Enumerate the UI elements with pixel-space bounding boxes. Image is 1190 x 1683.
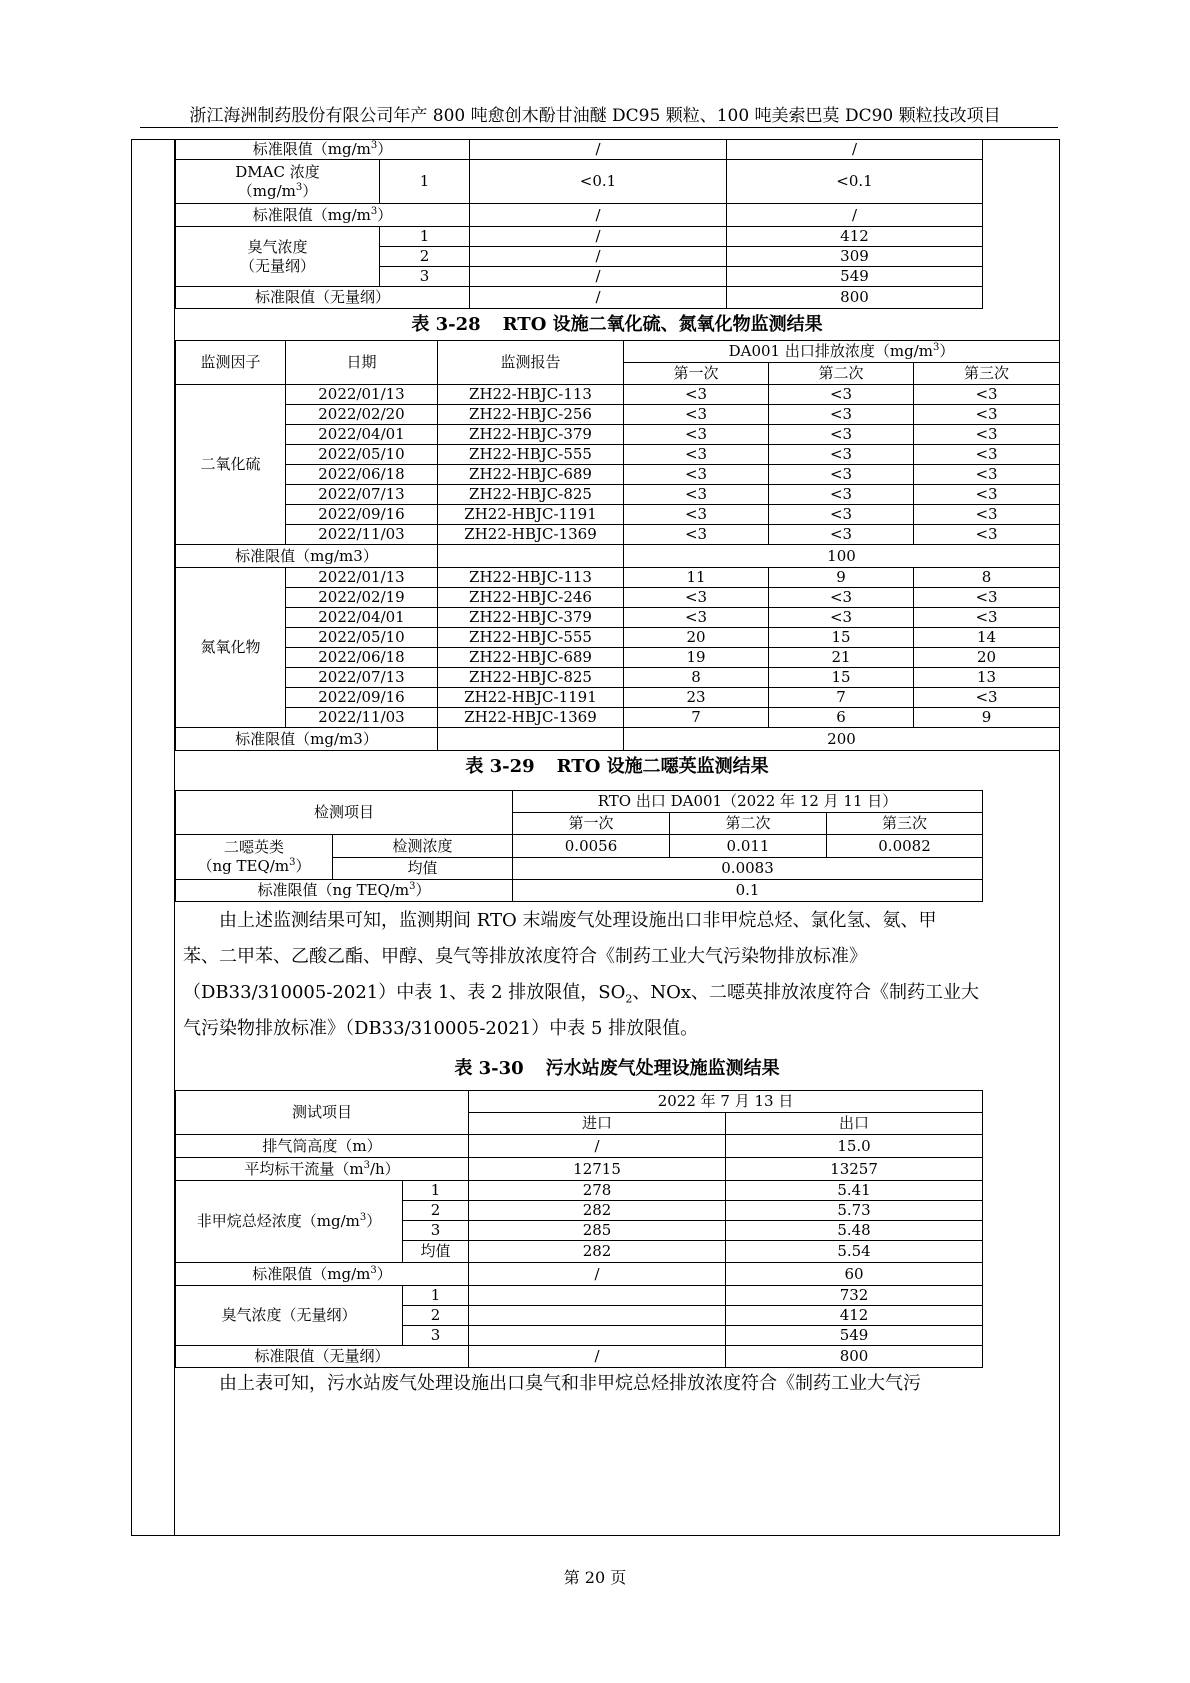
so2-first: <3 — [624, 505, 769, 525]
avg-label: 均值 — [333, 858, 513, 880]
so2-second: <3 — [769, 405, 914, 425]
odor-index: 1 — [403, 1286, 469, 1306]
so2-third: <3 — [914, 425, 1060, 445]
so2-report: ZH22-HBJC-379 — [438, 425, 624, 445]
so2-report: ZH22-HBJC-825 — [438, 485, 624, 505]
std-limit-in: / — [470, 204, 727, 227]
so2-date: 2022/02/20 — [286, 405, 438, 425]
table-3-30-caption: 表 3-30 污水站废气处理设施监测结果 — [454, 1058, 780, 1079]
nox-date: 2022/05/10 — [286, 628, 438, 648]
std-limit-out: / — [727, 140, 983, 160]
nox-report: ZH22-HBJC-825 — [438, 668, 624, 688]
conclusion-paragraph-2: 由上表可知，污水站废气处理设施出口臭气和非甲烷总烃排放浓度符合《制药工业大气污 — [219, 1373, 921, 1394]
std-limit-in: / — [470, 140, 727, 160]
nox-first: <3 — [624, 608, 769, 628]
so2-label: 二氧化硫 — [176, 385, 286, 545]
so2-first: <3 — [624, 385, 769, 405]
odor-in — [469, 1286, 726, 1306]
so2-date: 2022/11/03 — [286, 525, 438, 545]
odor-in — [469, 1306, 726, 1326]
conc-third: 0.0082 — [827, 835, 983, 858]
table-row — [176, 140, 983, 160]
nox-std-value: 200 — [624, 728, 1060, 751]
std-limit-in: / — [469, 1346, 726, 1368]
nmhc-out: 5.73 — [726, 1201, 983, 1221]
table-row — [176, 880, 983, 902]
nox-third: <3 — [914, 608, 1060, 628]
table-row — [176, 287, 983, 309]
odor-index: 3 — [403, 1326, 469, 1346]
table-row — [176, 668, 1060, 688]
header-first: 第一次 — [513, 813, 670, 835]
flow-out: 13257 — [726, 1158, 983, 1181]
nox-report: ZH22-HBJC-113 — [438, 568, 624, 588]
header-item: 测试项目 — [176, 1091, 469, 1135]
so2-first: <3 — [624, 465, 769, 485]
table-row — [176, 608, 1060, 628]
nox-first: 7 — [624, 708, 769, 728]
table-3-29-caption: 表 3-29 RTO 设施二噁英监测结果 — [465, 756, 769, 777]
conc-second: 0.011 — [670, 835, 827, 858]
table-row — [176, 708, 1060, 728]
so2-first: <3 — [624, 405, 769, 425]
odor-out: 309 — [727, 247, 983, 267]
so2-date: 2022/07/13 — [286, 485, 438, 505]
so2-report: ZH22-HBJC-555 — [438, 445, 624, 465]
std-limit-in: / — [470, 287, 727, 309]
nmhc-in: 278 — [469, 1181, 726, 1201]
table-3-27-tail — [175, 139, 983, 309]
nox-third: 14 — [914, 628, 1060, 648]
nmhc-index: 均值 — [403, 1241, 469, 1263]
nox-second: <3 — [769, 588, 914, 608]
nox-date: 2022/02/19 — [286, 588, 438, 608]
nox-first: 8 — [624, 668, 769, 688]
nox-date: 2022/11/03 — [286, 708, 438, 728]
conc-label: 检测浓度 — [333, 835, 513, 858]
odor-in: / — [470, 227, 727, 247]
nox-third: <3 — [914, 688, 1060, 708]
nox-third: 13 — [914, 668, 1060, 688]
table-row — [176, 505, 1060, 525]
conclusion-paragraph-1: 由上述监测结果可知，监测期间 RTO 末端废气处理设施出口非甲烷总烃、氯化氢、氨、甲 苯、二甲苯、乙酸乙酯、甲醇、臭气等排放浓度符合《制药工业大气污染物排放标准》 （DB33/310005-2021）中表 1、表 2 排放限值，$SO_2$、NOx、二噁英排放浓度符合《制药工业大 气污染物排放标准》（DB33/310005-2021）中表 5 排放限值。 — [183, 910, 980, 1039]
table-row — [176, 688, 1060, 708]
std-limit-in: / — [469, 1263, 726, 1286]
header-in: 进口 — [469, 1113, 726, 1135]
empty-cell — [438, 728, 624, 751]
header-first: 第一次 — [624, 363, 769, 385]
table-row — [176, 525, 1060, 545]
odor-out: 412 — [726, 1306, 983, 1326]
so2-report: ZH22-HBJC-256 — [438, 405, 624, 425]
odor-in: / — [470, 267, 727, 287]
nox-third: 8 — [914, 568, 1060, 588]
header-third: 第三次 — [914, 363, 1060, 385]
table-header-row — [176, 1091, 983, 1113]
so2-third: <3 — [914, 465, 1060, 485]
page-header: 浙江海洲制药股份有限公司年产 800 吨愈创木酚甘油醚 DC95 颗粒、100 吨美索巴莫 DC90 颗粒技改项目 — [189, 106, 1001, 126]
odor-label: 臭气浓度 （无量纲） — [176, 227, 380, 287]
dmac-out: <0.1 — [727, 160, 983, 204]
header-out: 出口 — [726, 1113, 983, 1135]
so2-report: ZH22-HBJC-113 — [438, 385, 624, 405]
so2-third: <3 — [914, 445, 1060, 465]
so2-date: 2022/06/18 — [286, 465, 438, 485]
nox-date: 2022/04/01 — [286, 608, 438, 628]
std-limit-label: 标准限值（无量纲） — [176, 1346, 469, 1368]
so2-first: <3 — [624, 445, 769, 465]
table-row — [176, 445, 1060, 465]
nox-second: 15 — [769, 668, 914, 688]
table-row — [176, 835, 983, 858]
nox-third: <3 — [914, 588, 1060, 608]
so2-first: <3 — [624, 425, 769, 445]
std-limit-label: 标准限值$(mg/m^3)$ — [176, 140, 470, 160]
nmhc-out: 5.48 — [726, 1221, 983, 1241]
odor-out: 549 — [727, 267, 983, 287]
nmhc-out: 5.41 — [726, 1181, 983, 1201]
nox-second: 21 — [769, 648, 914, 668]
odor-index: 2 — [380, 247, 470, 267]
so2-first: <3 — [624, 525, 769, 545]
header-third: 第三次 — [827, 813, 983, 835]
nox-first: 20 — [624, 628, 769, 648]
std-limit-out: 800 — [727, 287, 983, 309]
nox-second: 15 — [769, 628, 914, 648]
header-item: 检测项目 — [176, 791, 513, 835]
nox-third: 20 — [914, 648, 1060, 668]
dioxin-label: 二噁英类 （ng TEQ/$m^3$） — [176, 835, 333, 880]
odor-label: 臭气浓度（无量纲） — [176, 1286, 403, 1346]
nox-report: ZH22-HBJC-246 — [438, 588, 624, 608]
so2-date: 2022/05/10 — [286, 445, 438, 465]
nox-date: 2022/06/18 — [286, 648, 438, 668]
page-number: 第 20 页 — [563, 1568, 627, 1587]
nox-first: 23 — [624, 688, 769, 708]
so2-date: 2022/04/01 — [286, 425, 438, 445]
table-row — [176, 1286, 983, 1306]
empty-cell — [438, 545, 624, 568]
header-second: 第二次 — [670, 813, 827, 835]
so2-std-label: 标准限值（mg/m3） — [176, 545, 438, 568]
header-rto: RTO 出口 DA001（2022 年 12 月 11 日） — [513, 791, 983, 813]
nmhc-out: 5.54 — [726, 1241, 983, 1263]
so2-report: ZH22-HBJC-1369 — [438, 525, 624, 545]
table-row — [176, 628, 1060, 648]
so2-second: <3 — [769, 525, 914, 545]
so2-second: <3 — [769, 505, 914, 525]
nox-third: 9 — [914, 708, 1060, 728]
table-row — [176, 425, 1060, 445]
nox-second: 9 — [769, 568, 914, 588]
dmac-in: <0.1 — [470, 160, 727, 204]
nox-second: 7 — [769, 688, 914, 708]
so2-second: <3 — [769, 485, 914, 505]
nox-label: 氮氧化物 — [176, 568, 286, 728]
table-row — [176, 648, 1060, 668]
odor-index: 1 — [380, 227, 470, 247]
std-limit-label: 标准限值$(mg/m^3)$ — [176, 1263, 469, 1286]
std-limit-label: 标准限值（ng TEQ/$m^3$） — [176, 880, 513, 902]
so2-third: <3 — [914, 525, 1060, 545]
flow-in: 12715 — [469, 1158, 726, 1181]
header-report: 监测报告 — [438, 341, 624, 385]
std-limit-out: 800 — [726, 1346, 983, 1368]
so2-std-value: 100 — [624, 545, 1060, 568]
avg-value: 0.0083 — [513, 858, 983, 880]
table-row — [176, 545, 1060, 568]
table-row — [176, 204, 983, 227]
std-limit-label: 标准限值$(mg/m^3)$ — [176, 204, 470, 227]
table-row — [176, 160, 983, 204]
std-limit-out: / — [727, 204, 983, 227]
table-3-28-caption: 表 3-28 RTO 设施二氧化硫、氮氧化物监测结果 — [411, 314, 823, 335]
nox-first: <3 — [624, 588, 769, 608]
header-factor: 监测因子 — [176, 341, 286, 385]
table-header-row — [176, 341, 1060, 363]
odor-in: / — [470, 247, 727, 267]
so2-third: <3 — [914, 405, 1060, 425]
so2-second: <3 — [769, 385, 914, 405]
nox-report: ZH22-HBJC-1191 — [438, 688, 624, 708]
table-row — [176, 568, 1060, 588]
nox-date: 2022/07/13 — [286, 668, 438, 688]
nmhc-index: 2 — [403, 1201, 469, 1221]
table-row — [176, 588, 1060, 608]
nox-first: 19 — [624, 648, 769, 668]
header-date: 2022 年 7 月 13 日 — [469, 1091, 983, 1113]
table-row — [176, 1181, 983, 1201]
std-limit-value: 0.1 — [513, 880, 983, 902]
dmac-index: 1 — [380, 160, 470, 204]
nox-second: 6 — [769, 708, 914, 728]
odor-in — [469, 1326, 726, 1346]
so2-date: 2022/09/16 — [286, 505, 438, 525]
so2-report: ZH22-HBJC-689 — [438, 465, 624, 485]
nmhc-in: 282 — [469, 1201, 726, 1221]
nmhc-index: 1 — [403, 1181, 469, 1201]
nmhc-label: 非甲烷总烃浓度$(mg/m^3)$ — [176, 1181, 403, 1263]
so2-third: <3 — [914, 505, 1060, 525]
header-da001: DA001 出口排放浓度$(mg/m^3)$ — [624, 341, 1060, 363]
header-date: 日期 — [286, 341, 438, 385]
table-row — [176, 405, 1060, 425]
nox-report: ZH22-HBJC-689 — [438, 648, 624, 668]
so2-report: ZH22-HBJC-1191 — [438, 505, 624, 525]
std-limit-label: 标准限值（无量纲） — [176, 287, 470, 309]
so2-second: <3 — [769, 445, 914, 465]
so2-second: <3 — [769, 425, 914, 445]
header-second: 第二次 — [769, 363, 914, 385]
odor-index: 3 — [380, 267, 470, 287]
nox-date: 2022/01/13 — [286, 568, 438, 588]
nox-report: ZH22-HBJC-379 — [438, 608, 624, 628]
nox-report: ZH22-HBJC-555 — [438, 628, 624, 648]
nox-second: <3 — [769, 608, 914, 628]
height-label: 排气筒高度（m） — [176, 1135, 469, 1158]
so2-date: 2022/01/13 — [286, 385, 438, 405]
conc-first: 0.0056 — [513, 835, 670, 858]
table-row — [176, 1158, 983, 1181]
height-out: 15.0 — [726, 1135, 983, 1158]
nox-std-label: 标准限值（mg/m3） — [176, 728, 438, 751]
dmac-label: DMAC 浓度 $(mg/m^3)$ — [176, 160, 380, 204]
height-in: / — [469, 1135, 726, 1158]
nox-date: 2022/09/16 — [286, 688, 438, 708]
flow-label: 平均标干流量$(m^3/h)$ — [176, 1158, 469, 1181]
table-header-row — [176, 791, 983, 813]
table-row — [176, 227, 983, 247]
table-3-30 — [175, 1090, 983, 1368]
header-rule — [140, 127, 1058, 128]
so2-second: <3 — [769, 465, 914, 485]
nmhc-in: 285 — [469, 1221, 726, 1241]
table-row — [176, 1346, 983, 1368]
content — [175, 139, 1059, 1400]
so2-third: <3 — [914, 485, 1060, 505]
odor-out: 412 — [727, 227, 983, 247]
table-row — [176, 1135, 983, 1158]
table-row — [176, 485, 1060, 505]
table-row — [176, 728, 1060, 751]
table-3-28 — [175, 340, 1060, 751]
so2-third: <3 — [914, 385, 1060, 405]
table-row — [176, 1263, 983, 1286]
nox-first: 11 — [624, 568, 769, 588]
nox-report: ZH22-HBJC-1369 — [438, 708, 624, 728]
nmhc-in: 282 — [469, 1241, 726, 1263]
table-3-29 — [175, 790, 983, 902]
odor-out: 549 — [726, 1326, 983, 1346]
std-limit-out: 60 — [726, 1263, 983, 1286]
table-row — [176, 385, 1060, 405]
odor-out: 732 — [726, 1286, 983, 1306]
odor-index: 2 — [403, 1306, 469, 1326]
nmhc-index: 3 — [403, 1221, 469, 1241]
table-row — [176, 465, 1060, 485]
so2-first: <3 — [624, 485, 769, 505]
